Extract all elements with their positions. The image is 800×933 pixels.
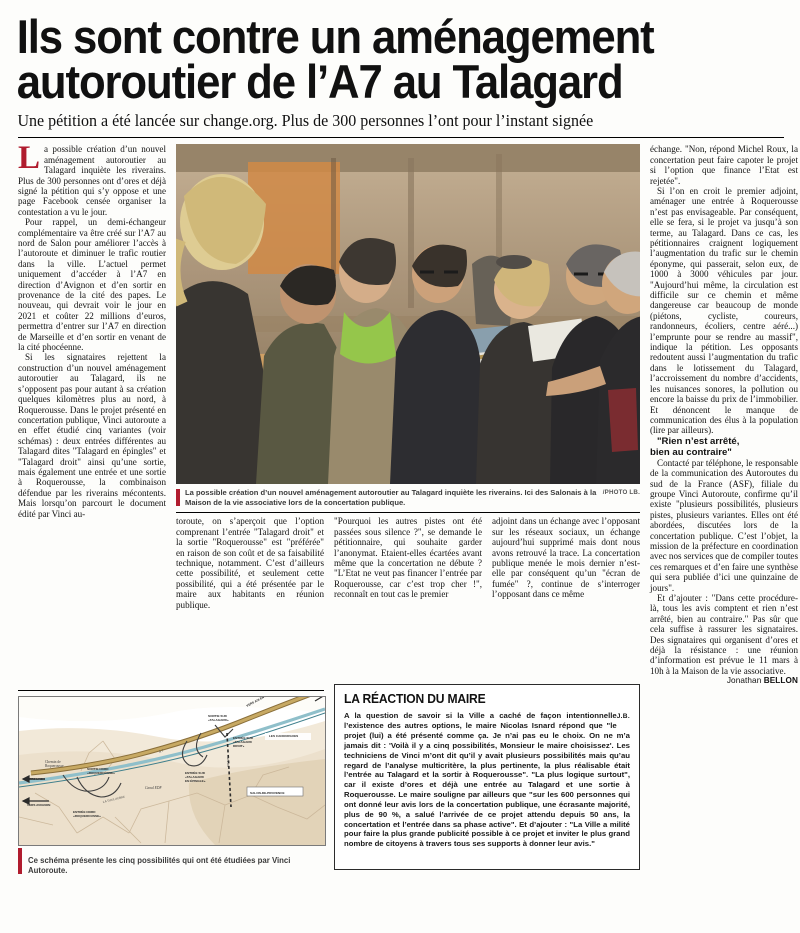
page-subheadline: Une pétition a été lancée sur change.org. Plus de 300 personnes l’ont pour l’instant signée [17,111,594,131]
mayor-reaction-box [334,684,640,870]
paragraph [18,140,166,217]
paragraph [650,458,798,593]
article-column-4 [492,516,640,599]
svg-text:SORTIE NORD: SORTIE NORD [87,767,109,772]
svg-text:«ROQUEROUSSE»: «ROQUEROUSSE» [87,771,115,776]
svg-text:«ROQUEROUSSE»: «ROQUEROUSSE» [73,814,101,819]
photo-caption [176,488,640,507]
svg-text:A 7: A 7 [158,749,165,755]
article-photo [176,144,640,484]
paragraph-text: a possible création d’un nouvel aménagement autoroutier au Talagard inquiète les riverains. Plus de 300 personnes ont d’ores et déjà signé la pétition qui s’y oppose et une page Facebook censée organiser la contestation a vu le jour. [18,144,166,217]
column-subheading-line-2: bien au contraire" [650,446,732,458]
paragraph-text: toroute, on s’aperçoit que l’option comprenant l’entrée "Talagard droit" et la sortie "Roquerousse" est "préférée" en raison de son coût et de sa faisabilité technique, notamment. C’est d’ailleurs cette possibilité, et seulement cette possibilité, qui a été présentée par le maire aux habitants en réunion publique. [176,516,324,610]
byline-first-name: Jonathan [726,676,764,686]
headline-line-1: Ils sont contre un aménagement [16,10,654,63]
photo-credit: /PHOTO LB. [602,489,640,497]
paragraph [176,516,324,610]
svg-text:ENTRÉE SUD: ENTRÉE SUD [185,771,205,776]
mayor-reaction-body: A la question de savoir si la Ville a caché de façon intentionnelle l’existence des autres options, le maire Nicolas Isnard répond que "le projet (lui) a été présenté comme ça. Je n’ai pas eu le choix. On ne m’a jamais dit : 'Voilà il y a cinq possibilités, Monsieur le maire choisissez'. Les techniciens de Vinci m’ont dit qu’il y avait plusieurs possibilités mais qu’au regard de l’analyse multicritère, la plus pertinente, la plus réalisable était l’entrée au Talagard et la sortir à Roquerousse". "La plus logique surtout", car il existe d’ores et déjà une entrée au Talagard et une sortie à Roquerousse. Le maire souligne par ailleurs que "sur les 600 personnes qui ont donné leur avis lors de la concertation publique, une écrasante majorité, plus de 90 %, a salué l’arrivée de ce projet attendu depuis 50 ans, la concertation et l’entrée dans sa phase active". Et d’ajouter : "La Ville a milité pour faire la plus grande publicité possible à ce projet et inviter le plus grand nombre de citoyens à travers tous ses supports à donner leur avis." [344,711,630,849]
drop-cap-letter: L [18,140,41,177]
page-headline [0,0,744,109]
header-divider [18,137,784,138]
article-byline [650,676,798,686]
column-subheading [650,436,798,458]
article-column-3 [334,516,482,599]
svg-text:SALON-DE-PROVENCE: SALON-DE-PROVENCE [250,791,285,796]
caption-divider [176,512,640,513]
mayor-reaction-signature: J.B. [616,713,630,721]
svg-text:«TALAGARD: «TALAGARD [185,775,204,780]
svg-text:ENTRÉE NORD: ENTRÉE NORD [73,810,96,815]
paragraph-text: Si l’on en croit le premier adjoint, aménager une entrée à Roquerousse n’est pas envisageable. Par conséquent, elle se fera, si le projet va jusqu’à son terme, au Talagard. Dans ce cas, les pétitionnaires craignent logiquement l’augmentation du trafic sur le chemin éponyme, qui passerait, selon eux, de 1000 à 3000 véhicules par jour. "Aujourd’hui même, la circulation est difficile sur ce chemin et même dangereuse car beaucoup de monde (piétons, cycliste, coureurs, randonneurs, écoliers, centre aéré...) l’emprunte pour se rendre au massif", indique la pétition. Les opposants redoutent aussi l’augmentation du trafic dans le lotissement du Talagard, l’accroissement du nombre d’accidents, les nuisances sonores, la pollution ou encore la baisse du prix de l’immobilier. Et dénoncent le manque de communication des élus à la population (lire par ailleurs). [650,185,798,436]
map-schema [18,696,326,846]
paragraph-text: Si les signataires rejettent la construction d’un nouvel aménagement autoroutier au Talagard, ils ne s’opposent pas pour autant à sa création quelques kilomètres plus au nord, à Roquerousse. Dans le projet présenté en concertation publique, Vinci autoroute a en effet étudié cinq variantes (voir schémas) : deux entrées différentes au Talagard dites "Talagard en épingles" et "Talagard droit" ainsi qu’une sortie, mais également une entrée et une sortie à Roquerousse, la combinaison défendue par les riverains mécontents. Mais lorsqu’on parcourt le document édité par Vinci au- [18,352,166,519]
paragraph [492,516,640,599]
paragraph [18,352,166,519]
paragraph-text: "Pourquoi les autres pistes ont été passées sous silence ?", se demande le pétitionnaire, qui souhaite garder l’anonymat. Etaient-elles écartées avant même que la concertation ne débute ? "L’Etat ne veut pas financer l’entrée par Roquerousse, car c’est trop cher !", reconnaît en tout cas le premier [334,516,482,600]
svg-text:ENTRÉE SUD: ENTRÉE SUD [233,736,253,741]
svg-text:RD 538: RD 538 [226,757,230,768]
article-column-1 [18,140,166,519]
mayor-reaction-title: LA RÉACTION DU MAIRE [344,692,486,707]
svg-text:Roquerousse: Roquerousse [45,764,64,769]
map-caption: Ce schéma présente les cinq possibilités qui ont été étudiées par Vinci Autoroute. [18,856,324,876]
paragraph [18,217,166,352]
svg-text:VERS AVIGNON: VERS AVIGNON [27,803,51,808]
headline-line-2: autoroutier de l’A7 au Talagard [16,55,623,109]
svg-text:LA TOULOUBRE: LA TOULOUBRE [102,794,126,805]
svg-text:EN ÉPINGLE»: EN ÉPINGLE» [185,779,206,784]
svg-text:«TALAGARD»: «TALAGARD» [208,718,229,723]
article-column-2 [176,516,324,610]
column-subheading-line-1: "Rien n’est arrêté, [657,435,740,447]
paragraph-text: Et d’ajouter : "Dans cette procédure-là, tous les avis comptent et rien n’est arrêté, bien au contraire." Pas sûr que cela suffise à rassurer les signataires. Des signataires qui organisent d’ores et déjà la résistance : une réunion d’information est prévue le 11 mars à 10h à la Maison de la vie associative. [650,593,798,676]
svg-text:LES CANOURGUES: LES CANOURGUES [269,734,299,739]
mayor-reaction-text [344,711,630,849]
paragraph-text: adjoint dans un échange avec l’opposant sur les réseaux sociaux, un échange aujourd’hui supprimé mais dont nous avons retrouvé la trace. La concertation publique menée le mois dernier n’est-elle par conséquent qu’un "écran de fumée" ?, continue de s’interroger l’opposant dans ce même [492,516,640,600]
paragraph [650,144,798,186]
svg-text:VERS LYON: VERS LYON [27,777,45,782]
paragraph [650,186,798,436]
svg-text:DROIT»: DROIT» [233,744,245,749]
svg-text:«TALAGARD: «TALAGARD [233,740,252,745]
svg-text:Canal EDF: Canal EDF [145,786,162,791]
paragraph-text: échange. "Non, répond Michel Roux, la concertation peut faire capoter le projet si l’option que finance l’Etat est rejetée". [650,144,798,186]
svg-text:Chemin de: Chemin de [45,760,61,765]
article-column-5 [650,144,798,686]
paragraph [334,516,482,599]
photo-caption-text: La possible création d’un nouvel aménagement autoroutier au Talagard inquiète les riverains. Ici des Salonais à la Maison de la vie associative lors de la concertation publique. [185,488,597,507]
paragraph [650,593,798,676]
byline-last-name: BELLON [763,676,798,686]
paragraph-text: Contacté par téléphone, le responsable de la communication des Autoroutes du sud de la France (ASF), filiale du groupe Vinci Autoroute, confirme qu’il existe "plusieurs possibilités, plusieurs pistes, plusieurs variantes. Elles ont été abordées, discutées lors de la concertation publique. C’est l’objet, la mission de la préfecture en coordination avec nos services que de compiler toutes ces remarques et d’en faire une synthèse qui sera publiée d’ici une quinzaine de jours". [650,457,798,593]
paragraph-text: Pour rappel, un demi-échangeur complémentaire va être créé sur l’A7 au nord de Salon pour améliorer l’accès à l’autoroute et diminuer le trafic routier dans la ville. L’actuel permet uniquement d’accéder à l’A7 en direction d’Avignon et d’en sortir en provenance de la cité des papes. Le nouveau, qui devrait voir le jour en 2021 et coûter 22 millions d’euros, permettra d’entrer sur l’A7 en direction de Marseille et d’en sortir en venant de la cité phocéenne. [18,217,166,353]
svg-text:SORTIE SUD: SORTIE SUD [208,714,227,719]
map-top-divider [18,690,324,691]
